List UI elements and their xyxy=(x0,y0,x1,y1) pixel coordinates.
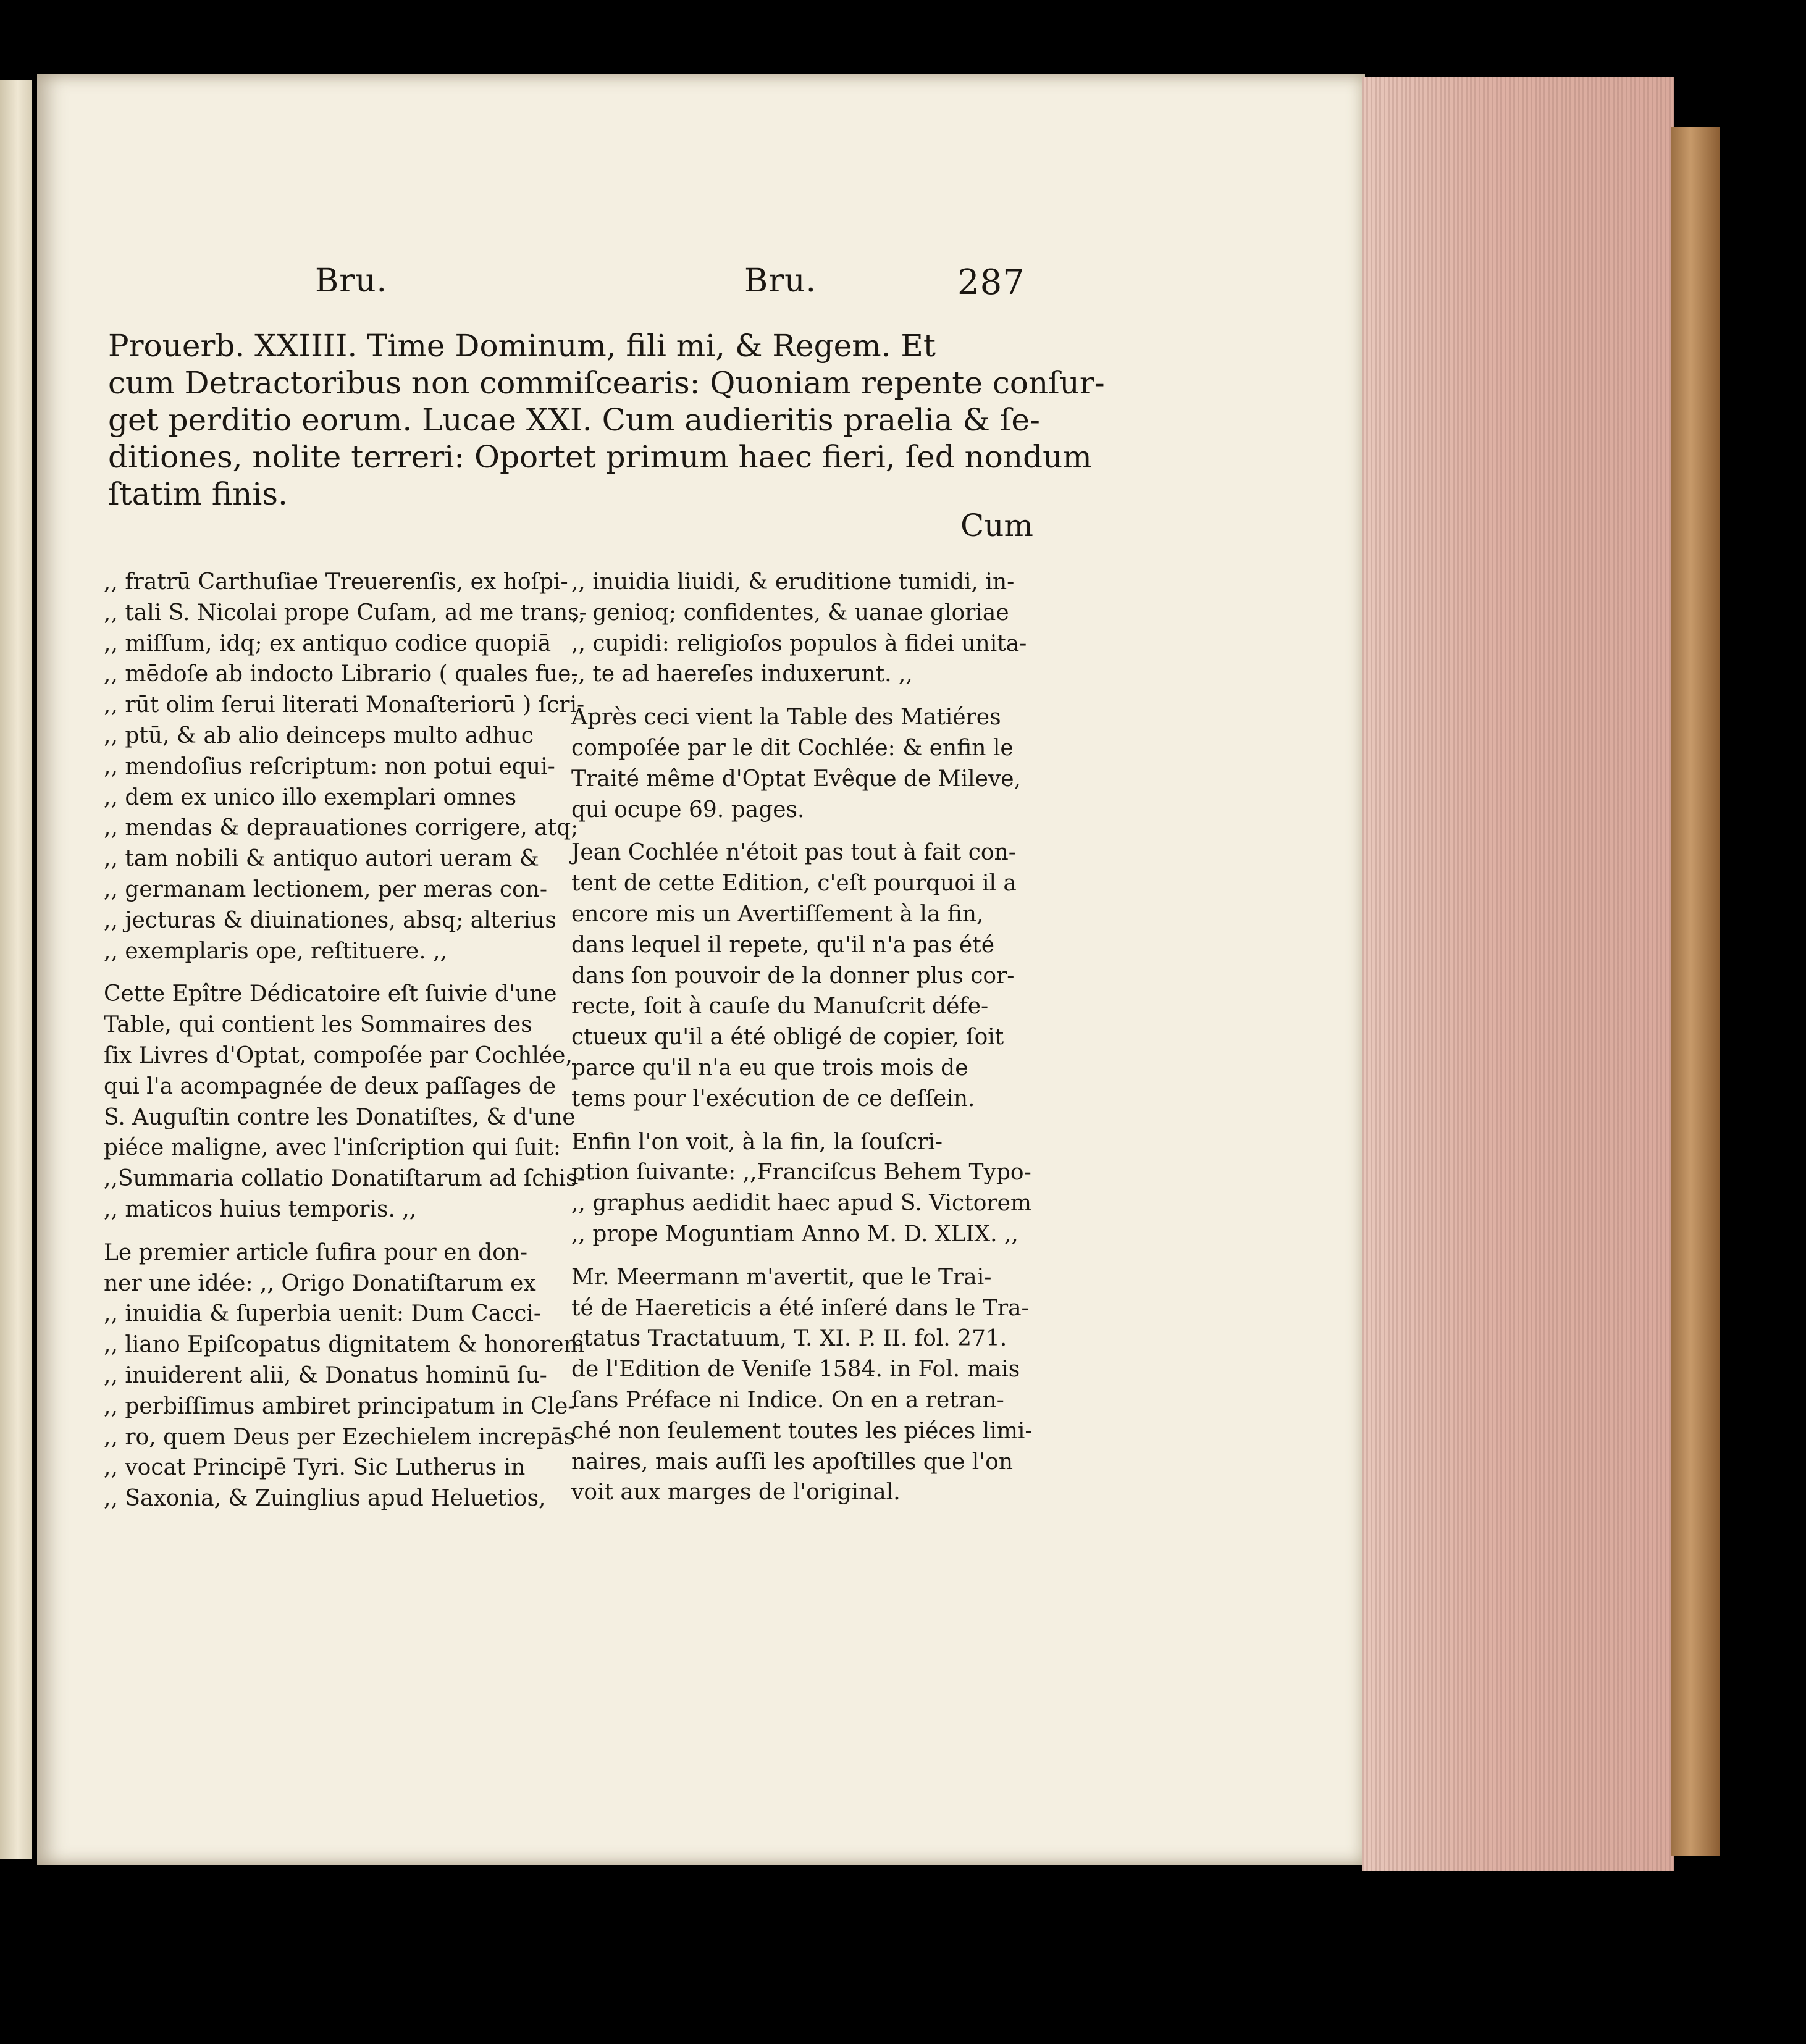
text-line: parce qu'il n'a eu que trois mois de xyxy=(571,1055,968,1081)
paragraph xyxy=(571,837,1017,1114)
text-line: ,, vocat Principē Tyri. Sic Lutherus in xyxy=(104,1455,526,1481)
text-line: Jean Cochlée n'étoit pas tout à fait con- xyxy=(571,840,1016,866)
catchword: Cum xyxy=(960,508,1033,543)
text-line: ,, inuiderent alii, & Donatus hominū ſu- xyxy=(104,1362,547,1388)
text-line: naires, mais auſſi les apoſtilles que l'on xyxy=(571,1449,1014,1475)
text-line: qui ocupe 69. pages. xyxy=(571,797,805,823)
text-line: ,, tali S. Nicolai prope Cuſam, ad me trans- xyxy=(104,600,587,626)
text-line: ner une idée: ,, Origo Donatiſtarum ex xyxy=(104,1270,536,1296)
text-line: dans ſon pouvoir de la donner plus cor- xyxy=(571,963,1015,989)
text-line: tent de cette Edition, c'eſt pourquoi il a xyxy=(571,871,1017,897)
text-line: ſtatim finis. xyxy=(108,476,288,512)
text-line: Le premier article ſufira pour en don- xyxy=(104,1239,528,1265)
text-line: Après ceci vient la Table des Matiéres xyxy=(571,705,1001,731)
page-number: 287 xyxy=(957,262,1025,303)
paragraph xyxy=(571,567,1027,690)
text-line: ,, graphus aedidit haec apud S. Victorem xyxy=(571,1191,1032,1217)
left-column xyxy=(104,567,587,1527)
text-line: Mr. Meermann m'avertit, que le Trai- xyxy=(571,1264,992,1290)
top-text-block xyxy=(108,327,1105,513)
text-line: de l'Edition de Veniſe 1584. in Fol. mais xyxy=(571,1357,1020,1383)
paragraph xyxy=(104,979,585,1225)
text-line: Enfin l'on voit, à la fin, la ſouſcri- xyxy=(571,1129,943,1155)
right-column xyxy=(571,567,1033,1520)
text-line: ,, jecturas & diuinationes, absq; alterius xyxy=(104,907,556,933)
page-block-edge xyxy=(1362,77,1674,1871)
text-line: ,, dem ex unico illo exemplari omnes xyxy=(104,784,517,810)
text-line: ,, mendoſius reſcriptum: non potui equi- xyxy=(104,753,555,779)
paragraph xyxy=(104,1238,585,1514)
text-line: S. Auguſtin contre les Donatiſtes, & d'une xyxy=(104,1104,576,1130)
text-line: ,, te ad haereſes induxerunt. ,, xyxy=(571,661,913,687)
text-line: té de Haereticis a été inſeré dans le Tra- xyxy=(571,1295,1029,1321)
running-head-left: Bru. xyxy=(315,262,388,299)
text-line: ,, ro, quem Deus per Ezechielem increpās xyxy=(104,1424,575,1450)
text-line: ption ſuivante: ,,Franciſcus Behem Typo- xyxy=(571,1160,1031,1186)
text-line: cum Detractoribus non commiſcearis: Quoniam repente conſur- xyxy=(108,365,1105,401)
text-line: ſix Livres d'Optat, compoſée par Cochlée, xyxy=(104,1042,573,1068)
text-line: ,, fratrū Carthuſiae Treuerenſis, ex hoſpi- xyxy=(104,569,568,595)
text-line: ,, germanam lectionem, per meras con- xyxy=(104,876,548,902)
text-line: ,, mēdoſe ab indocto Librario ( quales fue- xyxy=(104,661,579,687)
paragraph xyxy=(571,702,1022,825)
text-line: ,, Saxonia, & Zuinglius apud Heluetios, xyxy=(104,1486,546,1512)
text-line: ,, cupidi: religioſos populos à fidei unita- xyxy=(571,630,1027,656)
text-line: recte, ſoit à cauſe du Manuſcrit défe- xyxy=(571,994,989,1020)
text-line: ,, maticos huius temporis. ,, xyxy=(104,1196,417,1222)
paragraph xyxy=(104,567,587,966)
text-line: ,, inuidia & ſuperbia uenit: Dum Cacci- xyxy=(104,1301,542,1327)
text-line: ditiones, nolite terreri: Oportet primum haec fieri, ſed nondum xyxy=(108,439,1092,475)
text-line: qui l'a acompagnée de deux paſſages de xyxy=(104,1073,556,1099)
text-line: Traité même d'Optat Evêque de Mileve, xyxy=(571,766,1022,792)
text-line: piéce maligne, avec l'inſcription qui ſuit: xyxy=(104,1135,561,1161)
text-line: dans lequel il repete, qu'il n'a pas été xyxy=(571,932,995,958)
book-cover-edge xyxy=(1671,127,1720,1856)
text-line: ,, genioq; confidentes, & uanae gloriae xyxy=(571,600,1009,626)
text-line: ,, prope Moguntiam Anno M. D. XLIX. ,, xyxy=(571,1221,1018,1247)
text-line: ,, inuidia liuidi, & eruditione tumidi, in- xyxy=(571,569,1015,595)
text-line: get perditio eorum. Lucae XXI. Cum audieritis praelia & ſe- xyxy=(108,402,1040,438)
facing-page-edge xyxy=(0,80,32,1859)
text-line: ,, mendas & deprauationes corrigere, atq; xyxy=(104,815,579,841)
text-line: ctueux qu'il a été obligé de copier, ſoit xyxy=(571,1024,1004,1050)
text-line: ,, exemplaris ope, reſtituere. ,, xyxy=(104,938,448,964)
text-line: voit aux marges de l'original. xyxy=(571,1480,901,1506)
text-line: Table, qui contient les Sommaires des xyxy=(104,1012,532,1038)
text-line: ,, tam nobili & antiquo autori ueram & xyxy=(104,846,539,872)
text-line: ctatus Tractatuum, T. XI. P. II. fol. 271. xyxy=(571,1326,1007,1352)
text-line: tems pour l'exécution de ce deſſein. xyxy=(571,1086,975,1112)
text-line: ,,Summaria collatio Donatiſtarum ad ſchis- xyxy=(104,1166,585,1192)
text-line: ,, liano Epiſcopatus dignitatem & honorem xyxy=(104,1332,585,1358)
text-line: ſans Préface ni Indice. On en a retran- xyxy=(571,1387,1004,1413)
paragraph xyxy=(571,1262,1033,1508)
text-line: ,, perbiſſimus ambiret principatum in Cle- xyxy=(104,1393,576,1419)
text-line: ,, miſſum, idq; ex antiquo codice quopiā xyxy=(104,630,552,656)
text-line: Cette Epître Dédicatoire eſt ſuivie d'une xyxy=(104,981,557,1007)
text-line: compoſée par le dit Cochlée: & enfin le xyxy=(571,735,1014,761)
text-line: encore mis un Avertiſſement à la fin, xyxy=(571,901,984,927)
text-line: Prouerb. XXIIII. Time Dominum, fili mi, & Regem. Et xyxy=(108,328,936,364)
text-line: ché non ſeulement toutes les piéces limi- xyxy=(571,1418,1033,1444)
text-line: ,, rūt olim ſerui literati Monaſteriorū ) ſcri- xyxy=(104,692,585,718)
running-head-center: Bru. xyxy=(744,262,817,299)
paragraph xyxy=(571,1127,1032,1250)
text-line: ,, ptū, & ab alio deinceps multo adhuc xyxy=(104,723,534,748)
